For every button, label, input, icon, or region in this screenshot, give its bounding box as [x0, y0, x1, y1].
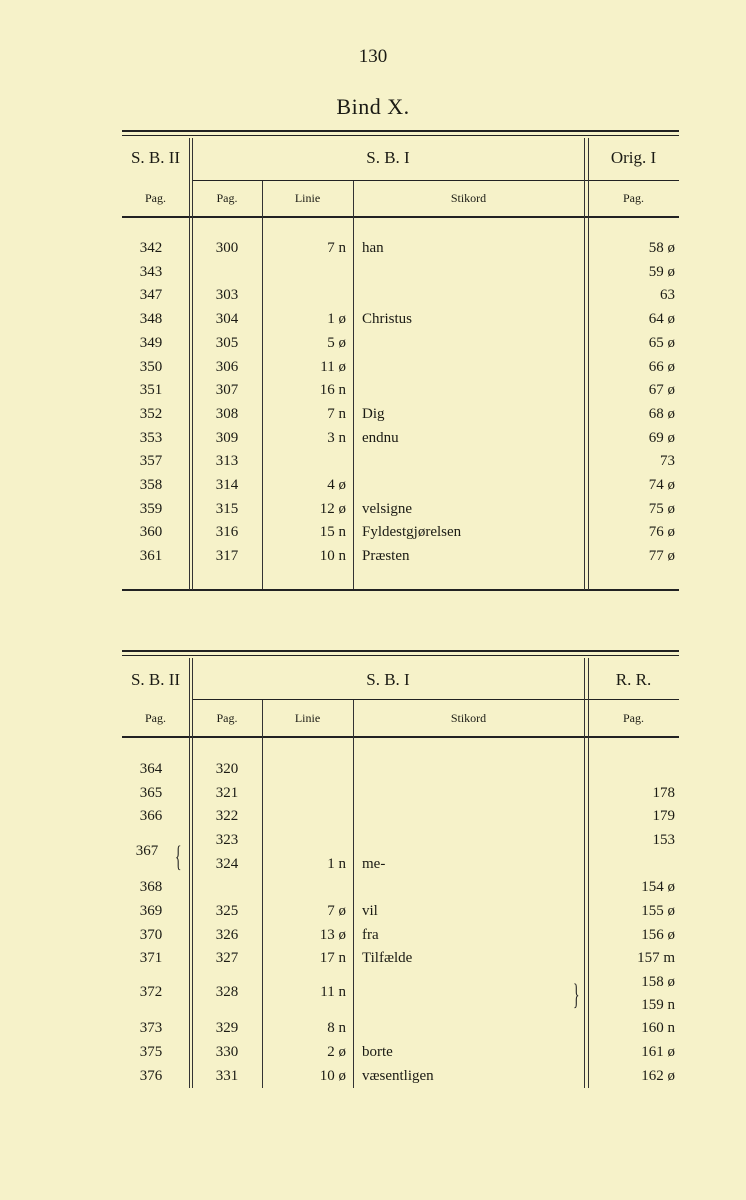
group-header-rr: R. R.: [615, 670, 652, 689]
cell-last-pag: 69 ø: [648, 429, 675, 446]
cell-sb1-pag: 327: [215, 950, 239, 966]
cell-last-pag: 64 ø: [648, 311, 675, 328]
cell-sb1-pag: 328: [215, 984, 239, 1000]
cell-sb1-pag: 300: [215, 240, 239, 256]
cell-last-pag: 156 ø: [641, 927, 675, 943]
subheader-linie: Linie: [294, 191, 321, 205]
cell-sb2-pag: 375: [139, 1044, 163, 1060]
cell-linie: 3 n: [327, 429, 346, 446]
cell-sb2-pag: 343: [139, 263, 163, 280]
cell-sb2-pag: 372: [139, 984, 163, 1000]
cell-linie: 7 n: [327, 240, 346, 256]
cell-linie: 11 n: [320, 984, 346, 1000]
cell-last-pag: 77 ø: [648, 548, 675, 565]
cell-last-pag: 160 n: [641, 1020, 675, 1036]
cell-last-pag: 59 ø: [648, 263, 675, 280]
cell-sb1-pag: 315: [215, 500, 239, 517]
column-divider: [584, 658, 585, 1088]
cell-sb2-pag: 357: [139, 453, 163, 470]
cell-sb1-pag: 326: [215, 927, 239, 943]
cell-sb2-pag: 370: [139, 927, 163, 943]
column-divider: [584, 138, 585, 590]
cell-last-pag: 65 ø: [648, 334, 675, 351]
header-bottom-rule: [122, 216, 679, 218]
top-rule: [122, 130, 679, 132]
subheader-linie: Linie: [294, 711, 321, 725]
cell-linie: 15 n: [319, 524, 346, 541]
cell-last-pag: 66 ø: [648, 358, 675, 375]
group-header-sb1: S. B. I: [366, 148, 410, 167]
subheader-pag: Pag.: [145, 711, 166, 725]
cell-sb1-pag: 322: [215, 808, 239, 824]
cell-linie: 17 n: [319, 950, 346, 966]
cell-linie: 10 ø: [319, 1068, 346, 1084]
column-divider: [353, 181, 354, 589]
cell-stikord: me-: [362, 856, 386, 872]
cell-sb1-pag: 313: [215, 453, 239, 470]
cell-sb1-pag: 308: [215, 405, 239, 422]
cell-sb1-pag: 331: [215, 1068, 239, 1084]
cell-sb1-pag: 316: [215, 524, 239, 541]
group-header-sb2: S. B. II: [130, 670, 181, 689]
cell-last-pag: 158 ø: [641, 974, 675, 990]
subheader-pag: Pag.: [216, 191, 238, 205]
cell-linie: 2 ø: [327, 1044, 346, 1060]
cell-stikord: fra: [362, 927, 379, 943]
cell-sb1-pag: 305: [215, 334, 239, 351]
cell-sb1-pag: 330: [215, 1044, 239, 1060]
column-divider: [353, 700, 354, 1088]
cell-last-pag: 161 ø: [641, 1044, 675, 1060]
cell-stikord: borte: [362, 1044, 393, 1060]
header-bottom-rule: [122, 736, 679, 738]
cell-linie: 8 n: [327, 1020, 346, 1036]
cell-linie: 1 n: [327, 856, 346, 872]
cell-last-pag: 68 ø: [648, 405, 675, 422]
cell-linie: 7 ø: [327, 903, 346, 919]
cell-last-pag: 154 ø: [641, 879, 675, 895]
cell-sb1-pag: 304: [215, 311, 239, 328]
cell-linie: 12 ø: [319, 500, 346, 517]
cell-sb2-pag: 350: [139, 358, 163, 375]
cell-sb2-pag: 368: [139, 879, 163, 895]
cell-last-pag: 74 ø: [648, 477, 675, 493]
cell-sb1-pag: 320: [215, 761, 239, 777]
cell-sb2-pag: 359: [139, 500, 163, 517]
cell-last-pag: 76 ø: [648, 524, 675, 541]
column-divider: [189, 138, 190, 590]
cell-sb1-pag: 329: [215, 1020, 239, 1036]
top-rule: [122, 650, 679, 652]
cell-sb1-pag: 325: [215, 903, 239, 919]
cell-sb2-pag: 365: [139, 785, 163, 801]
cell-sb2-pag: 364: [139, 761, 163, 777]
cell-last-pag: 73: [660, 453, 675, 470]
cell-sb2-pag: 348: [139, 311, 163, 328]
cell-linie: 13 ø: [319, 927, 346, 943]
page-number: 130: [358, 46, 388, 67]
cell-last-pag: 179: [652, 808, 675, 824]
cell-sb2-pag: 349: [139, 334, 163, 351]
cell-stikord: han: [362, 240, 384, 256]
top-rule-thin: [122, 135, 679, 136]
cell-stikord: Fyldestgjørelsen: [362, 524, 462, 541]
cell-stikord: Tilfælde: [362, 950, 413, 966]
cell-sb2-pag: 366: [139, 808, 163, 824]
cell-last-pag: 67 ø: [648, 382, 675, 399]
cell-sb1-pag: 307: [215, 382, 239, 399]
cell-sb1-pag: 306: [215, 358, 239, 375]
cell-sb2-pag: 353: [139, 429, 163, 446]
cell-sb2-pag: 369: [139, 903, 163, 919]
cell-sb2-pag: 373: [139, 1020, 163, 1036]
group-header-sb2: S. B. II: [130, 148, 181, 167]
subheader-pag: Pag.: [623, 711, 644, 725]
cell-sb2-pag: 361: [139, 548, 163, 565]
cell-last-pag: 162 ø: [641, 1068, 675, 1084]
cell-sb1-pag: 323: [215, 832, 239, 848]
cell-stikord: velsigne: [362, 500, 412, 517]
cell-last-pag: 157 m: [637, 950, 675, 966]
brace-left: {: [174, 840, 182, 873]
top-rule-thin: [122, 655, 679, 656]
cell-sb1-pag: 317: [215, 548, 239, 565]
cell-sb2-pag: 367: [135, 843, 159, 859]
cell-sb1-pag: 303: [215, 287, 239, 304]
page-heading: Bind X.: [336, 94, 410, 119]
subheader-pag: Pag.: [145, 191, 166, 205]
cell-linie: 1 ø: [327, 311, 346, 328]
column-divider: [189, 658, 190, 1088]
cell-sb2-pag: 358: [139, 477, 163, 493]
cell-sb2-pag: 352: [139, 405, 163, 422]
subheader-pag: Pag.: [216, 711, 238, 725]
subheader-pag: Pag.: [623, 191, 644, 205]
cell-sb2-pag: 371: [139, 950, 163, 966]
concordance-table-1: [122, 130, 679, 595]
cell-stikord: vil: [362, 903, 378, 919]
bottom-rule: [122, 589, 679, 591]
cell-last-pag: 75 ø: [648, 500, 675, 517]
cell-stikord: Christus: [362, 311, 413, 328]
subheader-stikord: Stikord: [450, 191, 487, 205]
cell-sb2-pag: 351: [139, 382, 163, 399]
cell-linie: 11 ø: [320, 358, 346, 375]
cell-linie: 16 n: [319, 382, 346, 399]
cell-sb2-pag: 376: [139, 1068, 163, 1084]
cell-linie: 4 ø: [327, 477, 346, 493]
group-header-rule: [192, 699, 679, 700]
cell-sb1-pag: 324: [215, 856, 239, 872]
cell-last-pag: 63: [660, 287, 675, 304]
cell-linie: 10 n: [319, 548, 346, 565]
cell-stikord: Præsten: [362, 548, 410, 565]
cell-stikord: endnu: [362, 429, 399, 446]
cell-last-pag: 178: [652, 785, 675, 801]
cell-sb1-pag: 309: [215, 429, 239, 446]
cell-last-pag: 153: [652, 832, 675, 848]
cell-sb1-pag: 321: [215, 785, 239, 801]
group-header-rule: [192, 180, 679, 181]
cell-last-pag: 155 ø: [641, 903, 675, 919]
subheader-stikord: Stikord: [450, 711, 487, 725]
concordance-table-2: [122, 650, 679, 1095]
group-header-sb1: S. B. I: [366, 670, 410, 689]
group-header-orig: Orig. I: [610, 148, 657, 167]
cell-sb1-pag: 314: [215, 477, 239, 493]
cell-last-pag: 159 n: [641, 997, 675, 1013]
cell-sb2-pag: 342: [139, 240, 163, 256]
cell-sb2-pag: 347: [139, 287, 163, 304]
cell-stikord: væsentligen: [362, 1068, 434, 1084]
cell-linie: 5 ø: [327, 334, 346, 351]
cell-last-pag: 58 ø: [648, 240, 675, 256]
cell-sb2-pag: 360: [139, 524, 163, 541]
brace-right: }: [572, 978, 580, 1011]
cell-stikord: Dig: [362, 405, 385, 422]
cell-linie: 7 n: [327, 405, 346, 422]
